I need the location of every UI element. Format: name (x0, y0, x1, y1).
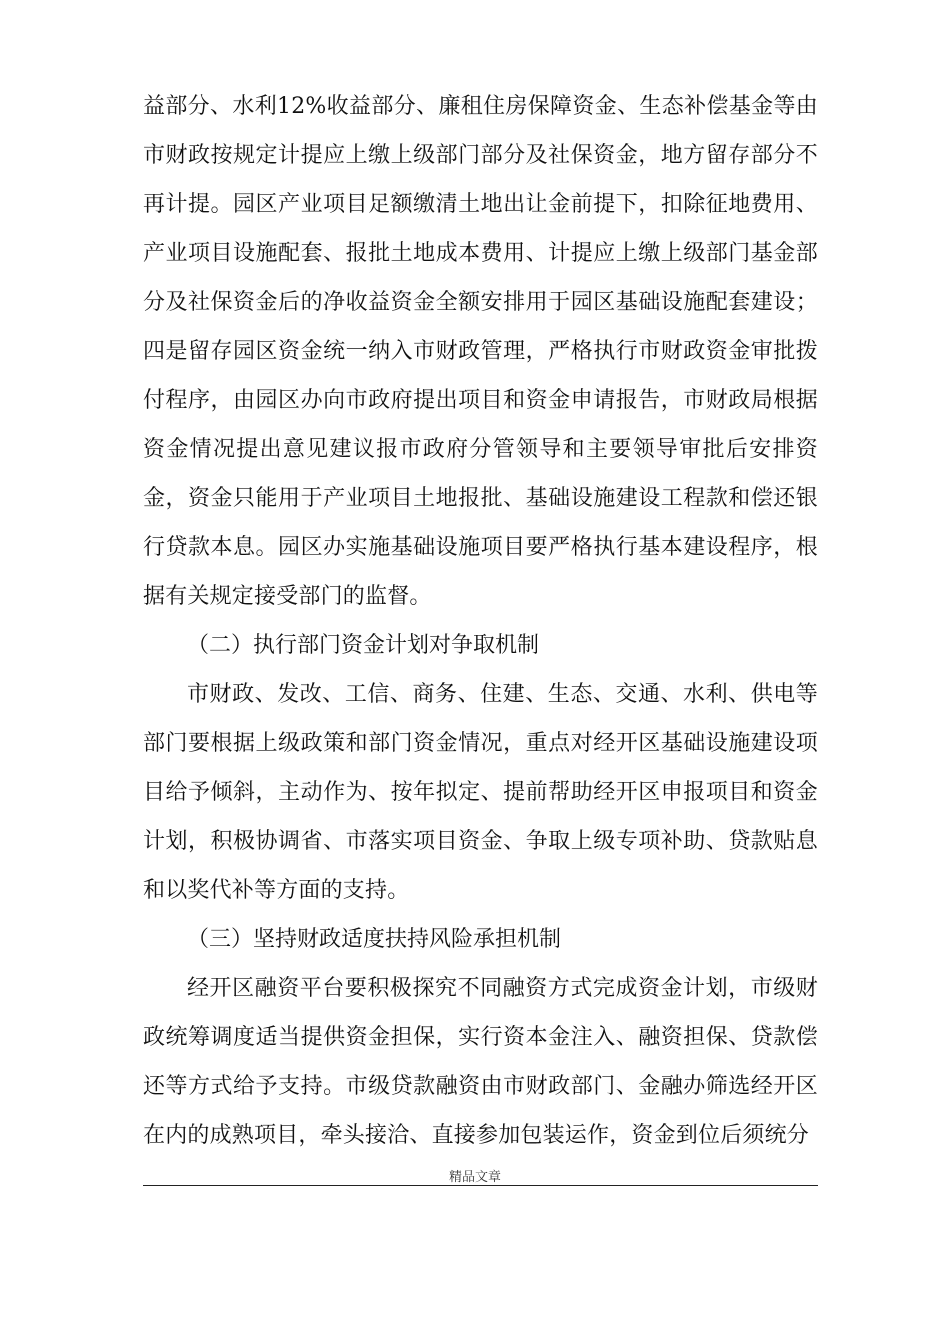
document-body (143, 82, 818, 1160)
footer-label: 精品文章 (448, 1170, 501, 1185)
body-paragraph-3: 经开区融资平台要积极探究不同融资方式完成资金计划，市级财政统筹调度适当提供资金担保，实行资本金注入、融资担保、贷款偿还等方式给予支持。市级贷款融资由市财政部门、金融办筛选经开区在内的成熟项目，牵头接洽、直接参加包装运作，资金到位后须统分 (143, 976, 818, 1148)
section-heading-3: （三）坚持财政适度扶持风险承担机制 (187, 927, 562, 952)
footer-divider (143, 1185, 818, 1186)
body-paragraph-1: 益部分、水利12%收益部分、廉租住房保障资金、生态补偿基金等由市财政按规定计提应上缴上级部门部分及社保资金，地方留存部分不再计提。园区产业项目足额缴清土地出让金前提下，扣除征地费用、产业项目设施配套、报批土地成本费用、计提应上缴上级部门基金部分及社保资金后的净收益资金全额安排用于园区基础设施配套建设；四是留存园区资金统一纳入市财政管理，严格执行市财政资金审批拨付程序，由园区办向市政府提出项目和资金申请报告，市财政局根据资金情况提出意见建议报市政府分管领导和主要领导审批后安排资金，资金只能用于产业项目土地报批、基础设施建设工程款和偿还银行贷款本息。园区办实施基础设施项目要严格执行基本建设程序，根据有关规定接受部门的监督。 (143, 94, 818, 609)
body-paragraph-2: 市财政、发改、工信、商务、住建、生态、交通、水利、供电等部门要根据上级政策和部门资金情况，重点对经开区基础设施建设项目给予倾斜，主动作为、按年拟定、提前帮助经开区申报项目和资金计划，积极协调省、市落实项目资金、争取上级专项补助、贷款贴息和以奖代补等方面的支持。 (143, 682, 818, 903)
section-heading-2: （二）执行部门资金计划对争取机制 (187, 633, 540, 658)
